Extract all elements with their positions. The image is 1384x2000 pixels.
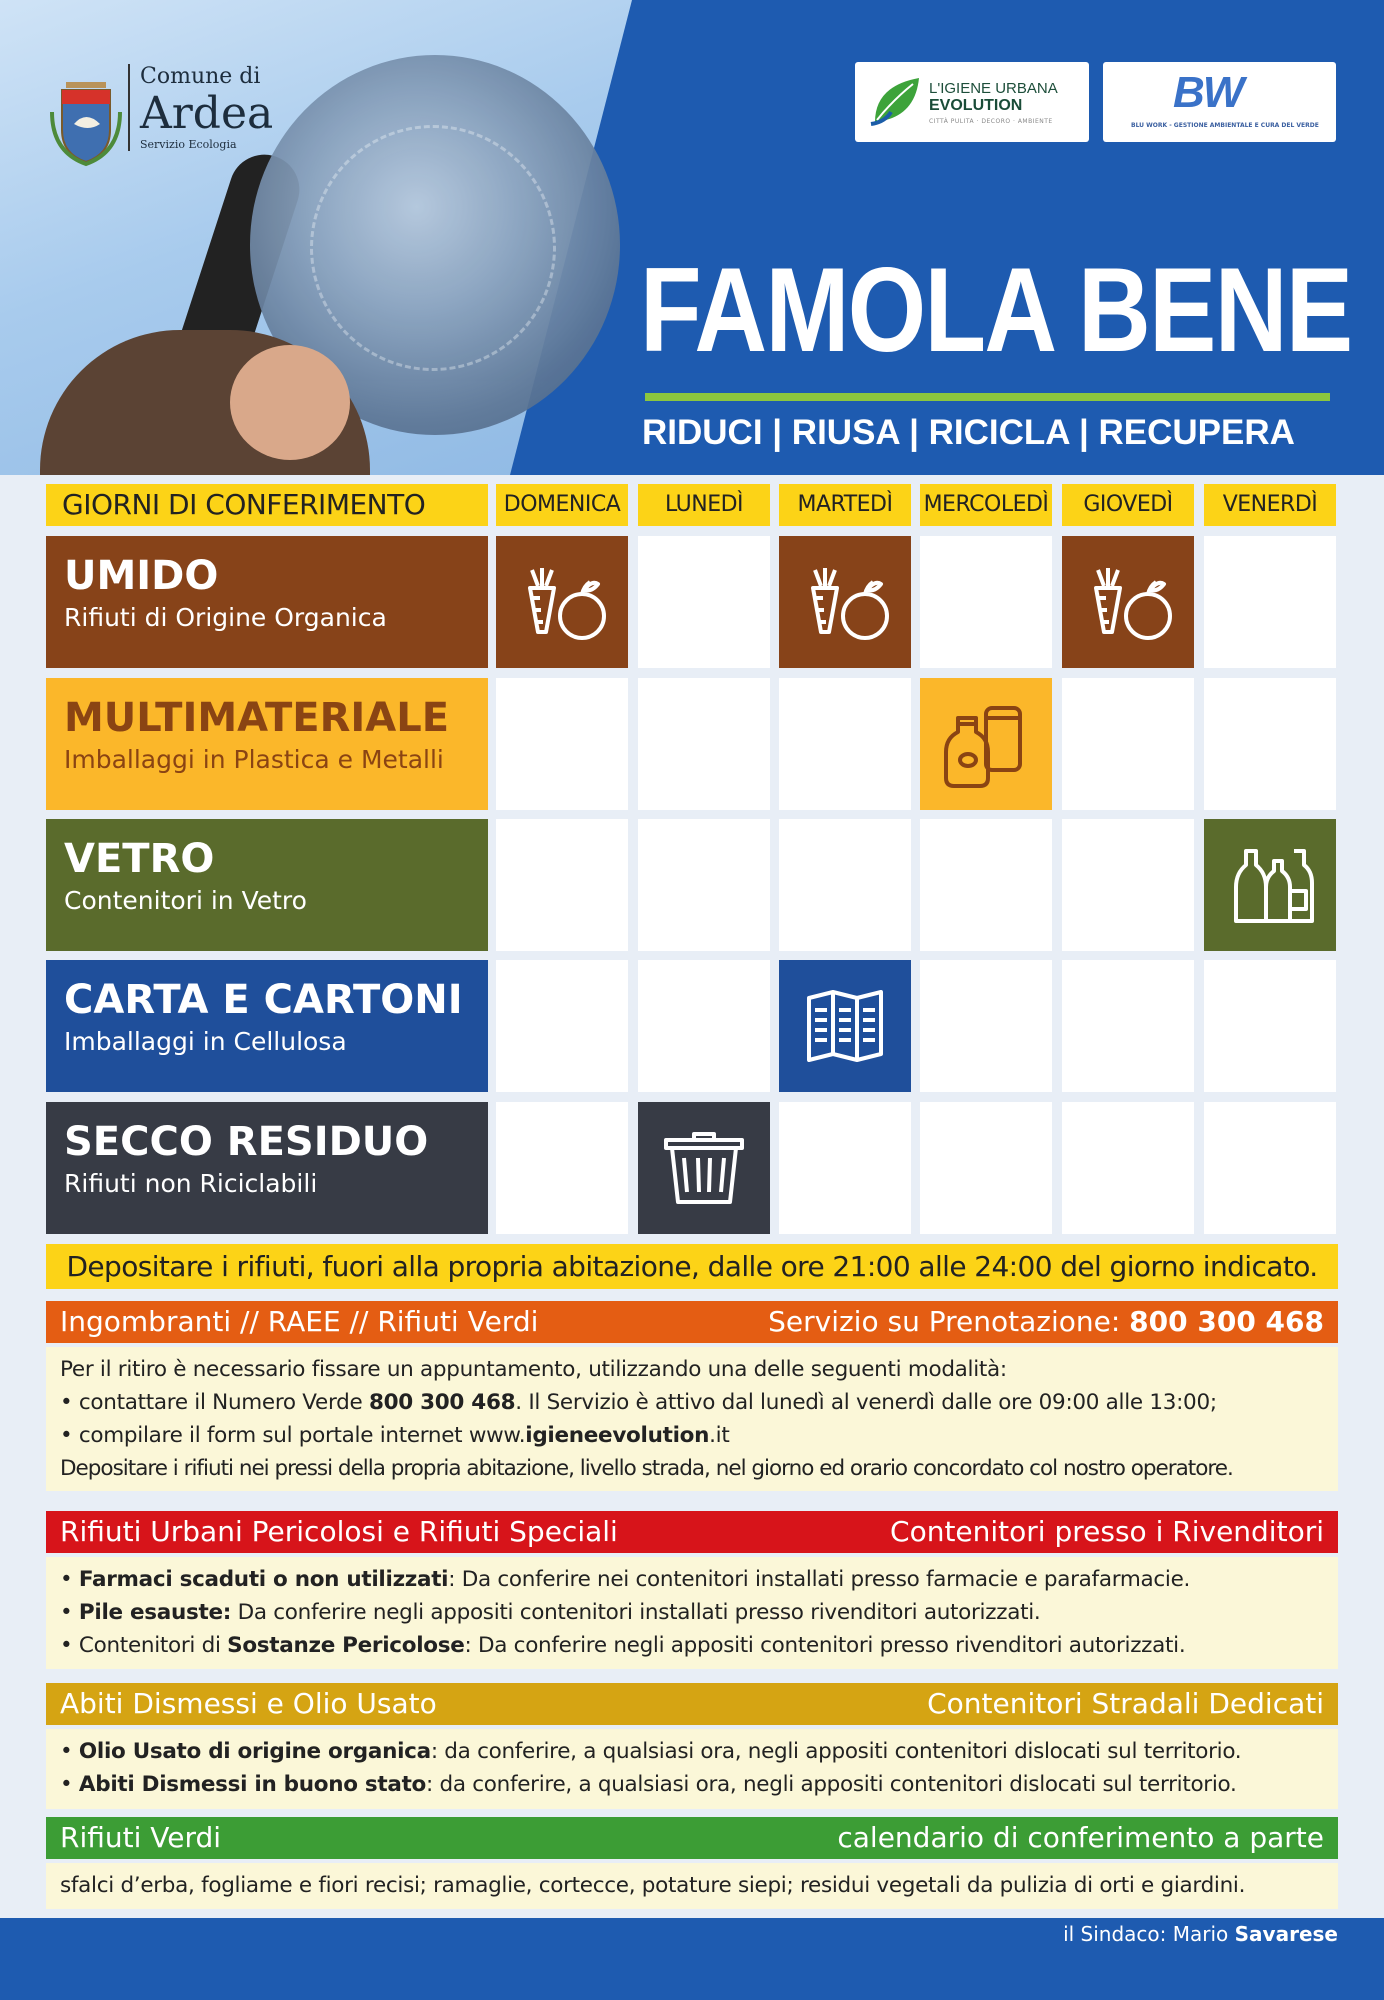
newspaper-icon [795,976,895,1076]
blu-work-logo [1103,62,1336,142]
section-line: sfalci d’erba, fogliame e fiori recisi; ramaglie, cortecce, potature siepi; residui vegetali da pulizia di orti e giardini. [60,1873,1246,1898]
trash-bin-icon [654,1118,754,1218]
cell-secco-residuo-mercoled [920,1102,1052,1234]
section-line: • Abiti Dismessi in buono stato: da conferire, a qualsiasi ora, negli appositi contenitori dislocati sul territorio. [60,1772,1237,1797]
ardea-wordmark [128,64,273,151]
cell-umido-domenica [496,536,628,668]
cell-multimateriale-venerd [1204,678,1336,810]
day-header-luned: LUNEDÌ [638,484,770,526]
section-abiti-olio-body [46,1729,1338,1809]
cell-carta-e-cartoni-marted [779,960,911,1092]
page-title: FAMOLA BENE [640,243,1352,377]
section-rifiuti-verdi-header [46,1817,1338,1859]
section-title: Abiti Dismessi e Olio Usato [60,1687,437,1720]
mayor-first-name: Mario [1172,1922,1235,1946]
deposit-notice: Depositare i rifiuti, fuori alla propria abitazione, dalle ore 21:00 alle 24:00 del giorno indicato. [46,1244,1338,1289]
cell-secco-residuo-marted [779,1102,911,1234]
cell-carta-e-cartoni-venerd [1204,960,1336,1092]
category-subtitle: Contenitori in Vetro [64,886,307,915]
section-right: calendario di conferimento a parte [837,1821,1324,1854]
cell-vetro-domenica [496,819,628,951]
section-title: Rifiuti Urbani Pericolosi e Rifiuti Speciali [60,1515,618,1548]
igiene-urbana-evolution-logo [855,62,1089,142]
cell-carta-e-cartoni-mercoled [920,960,1052,1092]
section-title: Ingombranti // RAEE // Rifiuti Verdi [60,1305,539,1338]
cell-umido-mercoled [920,536,1052,668]
category-name: VETRO [64,836,215,882]
category-name: MULTIMATERIALE [64,695,450,741]
section-line: • contattare il Numero Verde 800 300 468. Il Servizio è attivo dal lunedì al venerdì dalle ore 09:00 alle 13:00; [60,1390,1217,1415]
carrot-apple-icon [1078,552,1178,652]
section-right-prefix: Servizio su Prenotazione: [768,1305,1130,1338]
bw-logo-mark: BW [1173,68,1243,117]
section-pericolosi-body [46,1557,1338,1669]
cell-secco-residuo-domenica [496,1102,628,1234]
section-line: Per il ritiro è necessario fissare un appuntamento, utilizzando una delle seguenti modalità: [60,1357,1007,1382]
category-vetro [46,819,488,951]
section-line: • Pile esauste: Da conferire negli appositi contenitori installati presso rivenditori autorizzati. [60,1600,1041,1625]
category-carta-e-cartoni [46,960,488,1092]
category-multimateriale [46,678,488,810]
mayor-label: il Sindaco: [1063,1922,1173,1946]
day-header-domenica: DOMENICA [496,484,628,526]
day-header-gioved: GIOVEDÌ [1062,484,1194,526]
cell-umido-luned [638,536,770,668]
slogan: RIDUCI | RIUSA | RICICLA | RECUPERA [642,413,1295,452]
section-right: Contenitori presso i Rivenditori [890,1515,1324,1548]
cell-secco-residuo-venerd [1204,1102,1336,1234]
section-line: Depositare i rifiuti nei pressi della propria abitazione, livello strada, nel giorno ed orario concordato col nostro operatore. [60,1456,1233,1481]
category-name: SECCO RESIDUO [64,1119,429,1165]
cell-umido-marted [779,536,911,668]
ardea-line3: Servizio Ecologia [140,138,237,151]
bw-tagline: BLU WORK - GESTIONE AMBIENTALE E CURA DEL VERDE [1131,122,1319,129]
category-secco-residuo [46,1102,488,1234]
comune-ardea-logo [48,62,288,172]
leaf-logo-icon [867,72,925,130]
category-umido [46,536,488,668]
cell-carta-e-cartoni-gioved [1062,960,1194,1092]
mayor-signature [1063,1922,1338,1946]
phone-number: 800 300 468 [1129,1305,1324,1338]
cell-multimateriale-gioved [1062,678,1194,810]
section-pericolosi-header [46,1511,1338,1553]
partner1-line3: CITTÀ PULITA · DECORO · AMBIENTE [929,118,1053,125]
category-name: UMIDO [64,553,219,599]
section-abiti-olio-header [46,1683,1338,1725]
cell-carta-e-cartoni-luned [638,960,770,1092]
mayor-last-name: Savarese [1234,1922,1338,1946]
cell-vetro-gioved [1062,819,1194,951]
category-subtitle: Imballaggi in Cellulosa [64,1027,347,1056]
cell-vetro-mercoled [920,819,1052,951]
partner1-line1: L'IGIENE URBANA [929,80,1058,97]
partner1-line2: EVOLUTION [929,97,1023,114]
plastic-metal-containers-icon [936,694,1036,794]
carrot-apple-icon [512,552,612,652]
section-rifiuti-verdi-body [46,1863,1338,1909]
title-underline [645,393,1330,401]
category-name: CARTA E CARTONI [64,977,463,1023]
cell-multimateriale-luned [638,678,770,810]
section-line: • compilare il form sul portale internet www.igieneevolution.it [60,1423,730,1448]
cell-multimateriale-mercoled [920,678,1052,810]
day-header-venerd: VENERDÌ [1204,484,1336,526]
category-subtitle: Imballaggi in Plastica e Metalli [64,745,444,774]
cell-vetro-marted [779,819,911,951]
section-line: • Contenitori di Sostanze Pericolose: Da conferire negli appositi contenitori presso rivenditori autorizzati. [60,1633,1186,1658]
calendar-header-label: GIORNI DI CONFERIMENTO [46,484,488,526]
section-title: Rifiuti Verdi [60,1821,222,1854]
hero-photo-face [230,345,350,460]
cell-secco-residuo-luned [638,1102,770,1234]
section-ingombranti-header [46,1301,1338,1343]
cell-carta-e-cartoni-domenica [496,960,628,1092]
cell-umido-venerd [1204,536,1336,668]
cell-multimateriale-domenica [496,678,628,810]
day-header-mercoled: MERCOLEDÌ [920,484,1052,526]
section-line: • Olio Usato di origine organica: da conferire, a qualsiasi ora, negli appositi contenitori dislocati sul territorio. [60,1739,1242,1764]
cell-multimateriale-marted [779,678,911,810]
category-subtitle: Rifiuti non Riciclabili [64,1169,318,1198]
glass-bottles-icon [1220,835,1320,935]
ardea-crest-icon [48,72,124,168]
carrot-apple-icon [795,552,895,652]
cell-vetro-luned [638,819,770,951]
ardea-line1: Comune di [140,64,261,89]
cell-vetro-venerd [1204,819,1336,951]
cell-umido-gioved [1062,536,1194,668]
section-line: • Farmaci scaduti o non utilizzati: Da conferire nei contenitori installati presso farmacie e parafarmacie. [60,1567,1191,1592]
ardea-line2: Ardea [140,88,274,139]
section-right: Contenitori Stradali Dedicati [927,1687,1324,1720]
category-subtitle: Rifiuti di Origine Organica [64,603,387,632]
cell-secco-residuo-gioved [1062,1102,1194,1234]
section-ingombranti-body [46,1347,1338,1491]
day-header-marted: MARTEDÌ [779,484,911,526]
section-right [768,1301,1324,1343]
